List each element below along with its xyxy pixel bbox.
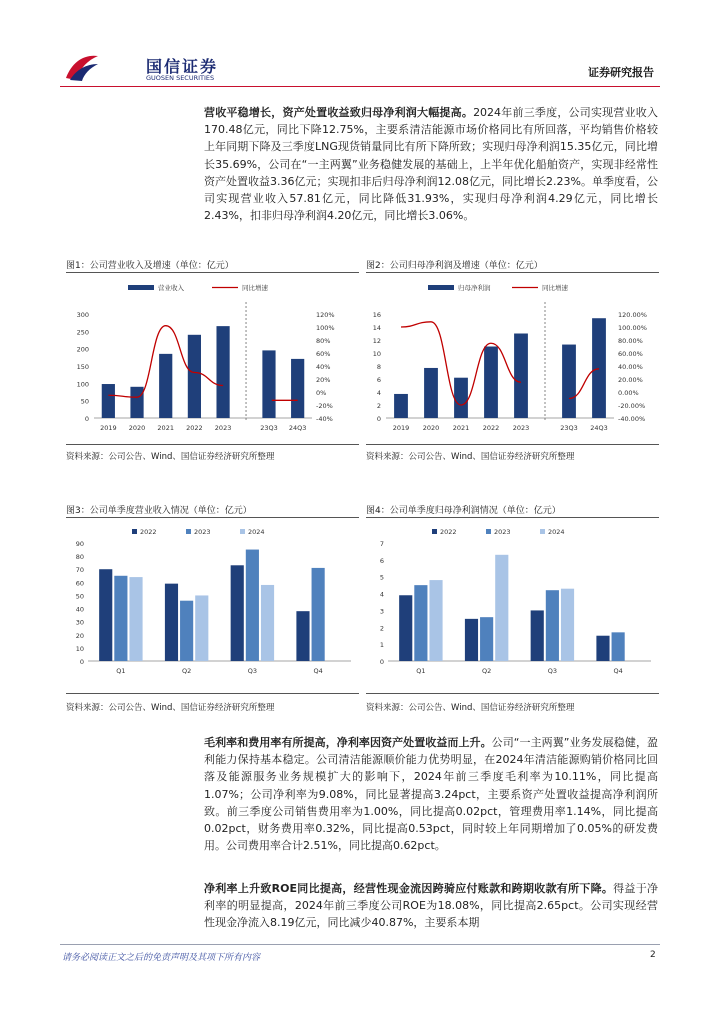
right-axis-tick-label: 100% (316, 324, 335, 332)
page-number: 2 (650, 950, 656, 960)
figure-2-title: 图2：公司归母净利润及增速（单位：亿元） (366, 261, 543, 271)
bar-2022-Q4 (596, 636, 609, 661)
bar-2022-Q2 (465, 619, 478, 661)
y-axis-tick-label: 60 (75, 579, 84, 588)
left-axis-tick-label: 2 (376, 402, 381, 410)
right-axis-tick-label: 80.00% (618, 337, 643, 345)
x-tick-label: Q3 (247, 667, 258, 675)
bar-2023-Q3 (246, 550, 259, 661)
bar-2023-Q1 (414, 585, 427, 661)
bar-2021 (454, 378, 468, 418)
x-tick-label: 2022 (186, 424, 203, 432)
bar-2020 (424, 368, 438, 418)
bar-2022-Q2 (165, 584, 178, 661)
bar-2023-Q2 (480, 617, 493, 661)
legend-label: 2022 (140, 528, 157, 536)
y-axis-tick-label: 5 (379, 573, 384, 582)
paragraph-body: 2024年前三季度，公司实现营业收入170.48亿元，同比下降12.75%，主要系清洁能源市场价格同比有所回落，平均销售价格较上年同期下降及三季度LNG现货销量同比有所下降所致；实现归母净利润15.35亿元，同比增长35.69%，公司在“一主两翼”业务稳健发展的基础上，上半年优化船舶资产，实现非经常性资产处置收益3.36亿元；实现扣非后归母净利润12.08亿元，同比增长2.23%。单季度看，公司实现营业收入57.81亿元，同比降低31.93%，实现归母净利润4.29亿元，同比增长2.43%，扣非归母净利润4.20亿元，同比增长3.06%。 (204, 106, 659, 223)
bar-2024-Q2 (195, 595, 208, 661)
legend-label: 2022 (440, 528, 457, 536)
page-header (60, 40, 660, 87)
legend-swatch-2023 (186, 529, 191, 534)
paragraph-revenue (204, 104, 658, 224)
bar-2019 (102, 384, 115, 418)
figure-3-source: 资料来源：公司公告、Wind、国信证券经济研究所整理 (66, 703, 275, 713)
legend-swatch-2022 (432, 529, 437, 534)
right-axis-tick-label: 20% (316, 376, 331, 384)
legend-bar-swatch (428, 285, 454, 290)
y-axis-tick-label: 2 (379, 624, 384, 633)
y-axis-tick-label: 90 (75, 540, 84, 548)
paragraph-heading: 毛利率和费用率有所提高，净利率因资产处置收益而上升。 (204, 736, 492, 749)
legend-bar-label: 营业收入 (158, 284, 184, 292)
bar-24Q3 (592, 318, 606, 418)
legend-swatch-2024 (540, 529, 545, 534)
right-axis-tick-label: 20.00% (618, 376, 643, 384)
y-axis-tick-label: 0 (79, 658, 84, 666)
x-tick-label: Q1 (416, 667, 426, 675)
legend-bar-swatch (128, 285, 154, 290)
right-axis-tick-label: 60% (316, 350, 331, 358)
right-axis-tick-label: 100.00% (618, 324, 647, 332)
right-axis-tick-label: 120% (316, 311, 335, 319)
y-axis-tick-label: 3 (379, 607, 384, 616)
bar-2023-Q3 (546, 590, 559, 661)
left-axis-tick-label: 0 (84, 415, 89, 423)
x-tick-label: 2021 (157, 424, 174, 432)
chart-quarterly-revenue (66, 521, 359, 689)
legend-swatch-2024 (240, 529, 245, 534)
y-axis-tick-label: 50 (75, 592, 84, 601)
right-axis-tick-label: -40% (316, 415, 333, 423)
right-axis-tick-label: 40% (316, 363, 331, 371)
right-axis-tick-label: 40.00% (618, 363, 643, 371)
left-axis-tick-label: 50 (80, 397, 89, 406)
bar-2022 (484, 347, 498, 419)
right-axis-tick-label: -20.00% (618, 402, 646, 410)
right-axis-tick-label: 0% (316, 389, 327, 397)
paragraph-heading: 营收平稳增长，资产处置收益致归母净利润大幅提高。 (204, 106, 474, 119)
bar-2023-Q1 (114, 576, 127, 661)
footer-disclaimer: 请务必阅读正文之后的免责声明及其项下所有内容 (62, 953, 261, 963)
brand-name: 国信证券 (146, 57, 219, 76)
chart-net-profit (366, 276, 659, 440)
x-tick-label: 23Q3 (260, 424, 278, 432)
left-axis-tick-label: 300 (76, 311, 89, 319)
bar-2024-Q2 (495, 555, 508, 661)
paragraph-roe (204, 880, 658, 932)
y-axis-tick-label: 40 (75, 605, 84, 614)
left-axis-tick-label: 100 (76, 380, 89, 389)
figure-1-source: 资料来源：公司公告、Wind、国信证券经济研究所整理 (66, 452, 275, 462)
x-tick-label: 2020 (128, 424, 146, 432)
x-tick-label: 2022 (482, 424, 500, 432)
bar-2022-Q1 (399, 595, 412, 661)
x-tick-label: Q1 (116, 667, 126, 675)
bar-2023-Q4 (312, 568, 325, 661)
figure-3-title: 图3：公司单季度营业收入情况（单位：亿元） (66, 506, 252, 516)
left-axis-tick-label: 12 (372, 337, 381, 345)
legend-label: 2023 (194, 528, 211, 536)
right-axis-tick-label: -20% (316, 402, 333, 410)
document-type: 证券研究报告 (588, 66, 654, 79)
figure-4-source: 资料来源：公司公告、Wind、国信证券经济研究所整理 (366, 703, 575, 713)
legend-swatch-2023 (486, 529, 491, 534)
x-tick-label: 2023 (512, 424, 530, 432)
left-axis-tick-label: 4 (376, 389, 381, 397)
paragraph-heading: 净利率上升致ROE同比提高，经营性现金流因跨骑应付账款和跨期收款有所下降。 (204, 882, 614, 895)
bar-2019 (394, 394, 408, 418)
x-tick-label: Q2 (181, 667, 192, 675)
bar-2024-Q3 (561, 589, 574, 661)
x-tick-label: Q3 (547, 667, 558, 675)
brand-name-en: GUOSEN SECURITIES (146, 74, 215, 82)
x-tick-label: 24Q3 (590, 424, 608, 432)
left-axis-tick-label: 150 (76, 363, 89, 371)
bar-2024-Q3 (261, 585, 274, 661)
legend-label: 2024 (548, 528, 565, 536)
x-tick-label: 2021 (452, 424, 470, 432)
x-tick-label: 23Q3 (560, 424, 578, 432)
bar-2023 (514, 334, 528, 419)
y-axis-tick-label: 1 (379, 641, 384, 650)
bar-2022-Q4 (296, 611, 309, 661)
right-axis-tick-label: 80% (316, 337, 331, 345)
bar-2022-Q1 (99, 569, 112, 661)
left-axis-tick-label: 6 (376, 376, 381, 384)
chart-quarterly-profit (366, 521, 659, 689)
x-tick-label: Q4 (313, 667, 323, 675)
y-axis-tick-label: 7 (379, 540, 384, 548)
right-axis-tick-label: -40.00% (618, 415, 646, 423)
x-tick-label: 2023 (214, 424, 232, 432)
bar-2023-Q4 (612, 632, 625, 661)
x-tick-label: 2019 (392, 424, 410, 432)
right-axis-tick-label: 120.00% (618, 311, 647, 319)
bar-2020 (130, 387, 143, 418)
paragraph-body: 得益于净利率的明显提高，2024年前三季度公司ROE为18.08%，同比提高2.65pct。公司实现经营性现金净流入8.19亿元，同比减少40.87%，主要系本期 (204, 882, 658, 930)
left-axis-tick-label: 10 (372, 350, 381, 358)
y-axis-tick-label: 0 (379, 658, 384, 666)
bar-23Q3 (562, 345, 576, 418)
x-tick-label: 2019 (100, 424, 117, 432)
bar-23Q3 (262, 350, 275, 418)
legend-label: 2024 (248, 528, 265, 536)
y-axis-tick-label: 10 (75, 644, 84, 653)
legend-swatch-2022 (132, 529, 137, 534)
bar-2024-Q1 (429, 580, 442, 661)
paragraph-body: 公司“一主两翼”业务发展稳健，盈利能力保持基本稳定。公司清洁能源顺价能力优势明显，在2024年清洁能源购销价格同比回落及能源服务业务规模扩大的影响下，2024年前三季度毛利率为10.11%，同比提高1.07%；公司净利率为9.08%，同比显著提高3.24pct，主要系资产处置收益提高净利润所致。前三季度公司销售费用率为1.00%，同比提高0.02pct，管理费用率1.14%，同比提高0.02pct，财务费用率0.32%，同比提高0.53pct，同时较上年同期增加了0.05%的研发费用。公司费用率合计2.51%，同比提高0.62pct。 (204, 736, 659, 853)
guosen-logo-icon (64, 52, 100, 82)
left-axis-tick-label: 250 (76, 328, 89, 337)
y-axis-tick-label: 70 (75, 566, 84, 575)
bar-2023-Q2 (180, 601, 193, 661)
legend-line-label: 同比增速 (542, 284, 568, 292)
y-axis-tick-label: 20 (75, 631, 84, 640)
legend-label: 2023 (494, 528, 511, 536)
bar-2022-Q3 (531, 610, 544, 661)
x-tick-label: 2020 (422, 424, 440, 432)
bar-2021 (159, 354, 172, 418)
legend-bar-label: 归母净利润 (458, 284, 491, 292)
left-axis-tick-label: 0 (376, 415, 381, 423)
y-axis-tick-label: 4 (379, 590, 384, 599)
bar-2022 (188, 335, 201, 418)
left-axis-tick-label: 200 (76, 345, 89, 354)
chart-revenue (66, 276, 359, 440)
bar-24Q3 (291, 359, 304, 418)
x-tick-label: Q4 (613, 667, 623, 675)
figure-2-source: 资料来源：公司公告、Wind、国信证券经济研究所整理 (366, 452, 575, 462)
left-axis-tick-label: 14 (372, 324, 381, 332)
left-axis-tick-label: 8 (376, 363, 381, 371)
y-axis-tick-label: 80 (75, 553, 84, 562)
x-tick-label: Q2 (481, 667, 492, 675)
figure-4-title: 图4：公司单季度归母净利润情况（单位：亿元） (366, 506, 561, 516)
bar-2023 (216, 326, 229, 418)
figure-1-title: 图1：公司营业收入及增速（单位：亿元） (66, 261, 234, 271)
paragraph-margins (204, 734, 658, 854)
y-axis-tick-label: 30 (75, 618, 84, 627)
left-axis-tick-label: 16 (372, 311, 381, 319)
right-axis-tick-label: 0.00% (618, 389, 639, 397)
bar-2022-Q3 (231, 565, 244, 661)
x-tick-label: 24Q3 (288, 424, 307, 432)
y-axis-tick-label: 6 (379, 556, 384, 565)
bar-2024-Q1 (129, 577, 142, 661)
legend-line-label: 同比增速 (242, 284, 268, 292)
right-axis-tick-label: 60.00% (618, 350, 643, 358)
